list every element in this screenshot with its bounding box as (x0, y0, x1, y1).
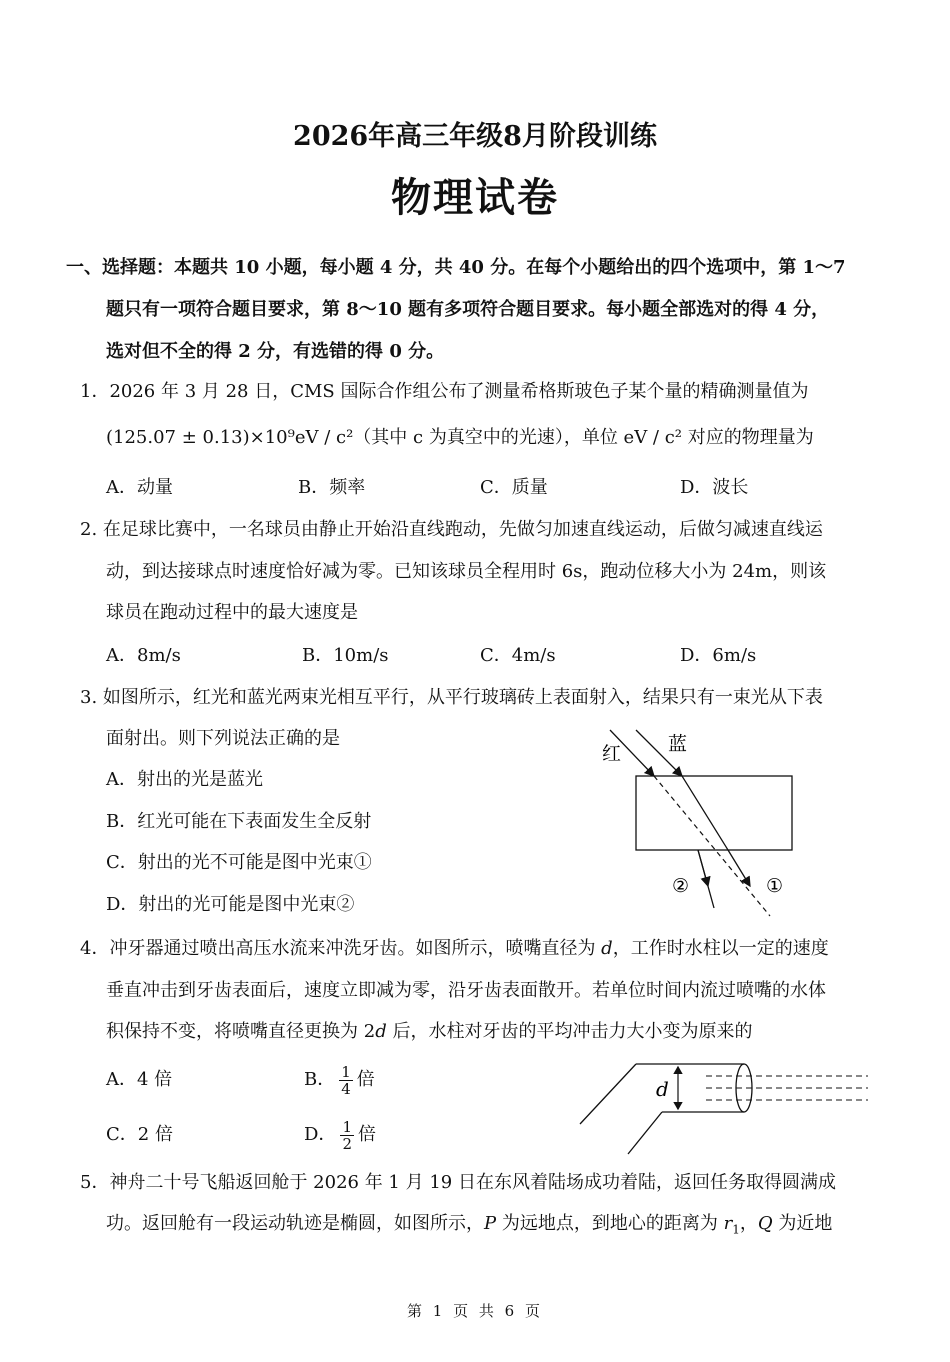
q4-nozzle-figure (578, 1050, 878, 1160)
label-beam-2: ② (672, 875, 690, 897)
q1-option-d[interactable]: D．波长 (680, 477, 749, 498)
label-red: 红 (602, 743, 622, 765)
q4-option-a[interactable]: A．4 倍 (106, 1069, 173, 1090)
q2-option-a[interactable]: A．8m/s (106, 645, 181, 666)
q4-option-d[interactable]: D． $\frac{1}{2}$ 倍 (304, 1117, 376, 1153)
section1-line3: 选对但不全的得 2 分，有选错的得 0 分。 (106, 341, 445, 362)
var-d: d (375, 1021, 387, 1042)
q5-line2: 功。返回舱有一段运动轨迹是椭圆，如图所示，P 为远地点，到地心的距离为 $r_1$，Q 为近地 (106, 1213, 833, 1237)
q1-line2-rest: （其中 c 为真空中的光速），单位 eV / c² 对应的物理量为 (353, 427, 814, 448)
q1-option-a[interactable]: A．动量 (106, 477, 173, 498)
q3-option-a[interactable]: A．射出的光是蓝光 (106, 769, 263, 790)
q3-line1: 3. 如图所示，红光和蓝光两束光相互平行，从平行玻璃砖上表面射入，结果只有一束光从下表 (80, 687, 823, 708)
q4-option-c[interactable]: C．2 倍 (106, 1124, 173, 1145)
q1-line1: 1．2026 年 3 月 28 日，CMS 国际合作组公布了测量希格斯玻色子某个量的精确测量值为 (80, 381, 809, 402)
section1-line2: 题只有一项符合题目要求，第 8～10 题有多项符合题目要求。每小题全部选对的得 4 分， (106, 299, 830, 320)
label-d: d (656, 1077, 669, 1101)
q2-line3: 球员在跑动过程中的最大速度是 (106, 602, 358, 623)
q3-option-b[interactable]: B．红光可能在下表面发生全反射 (106, 811, 372, 832)
q2-option-b[interactable]: B．10m/s (302, 645, 389, 666)
beam-1-exit (728, 850, 750, 886)
section1-line1: 一、选择题：本题共 10 小题，每小题 4 分，共 40 分。在每个小题给出的四个选项中，第 1～7 (66, 257, 846, 278)
exam-title: 2026年高三年级8月阶段训练 (293, 121, 657, 152)
var-r: r (723, 1213, 733, 1234)
var-d: d (601, 938, 613, 959)
q3-option-d[interactable]: D．射出的光可能是图中光束② (106, 894, 355, 915)
q1-formula: (125.07 ± 0.13)×10⁹eV / c² (106, 427, 354, 448)
q3-option-c[interactable]: C．射出的光不可能是图中光束① (106, 852, 372, 873)
q2-line1: 2. 在足球比赛中，一名球员由静止开始沿直线跑动，先做匀加速直线运动，后做匀减速直线运 (80, 519, 823, 540)
exam-subject: 物理试卷 (391, 174, 559, 221)
label-blue: 蓝 (668, 733, 688, 755)
q1-line2 (106, 426, 814, 450)
q2-option-d[interactable]: D．6m/s (680, 645, 757, 666)
fraction-one-quarter: $\frac{1}{4}$ (341, 1062, 351, 1098)
q2-option-c[interactable]: C．4m/s (480, 645, 556, 666)
label-beam-1: ① (766, 875, 784, 897)
var-Q: Q (757, 1213, 773, 1234)
fraction-one-half: $\frac{1}{2}$ (342, 1117, 352, 1153)
q1-option-b[interactable]: B．频率 (298, 477, 366, 498)
q4-line1: 4．冲牙器通过喷出高压水流来冲洗牙齿。如图所示，喷嘴直径为 d，工作时水柱以一定的速度 (80, 938, 829, 959)
q4-line2: 垂直冲击到牙齿表面后，速度立即减为零，沿牙齿表面散开。若单位时间内流过喷嘴的水体 (106, 980, 826, 1001)
q3-line2: 面射出。则下列说法正确的是 (106, 728, 340, 749)
q1-option-c[interactable]: C．质量 (480, 477, 548, 498)
q2-line2: 动，到达接球点时速度恰好减为零。已知该球员全程用时 6s，跑动位移大小为 24m，则该 (106, 561, 827, 582)
refracted-solid-ray (682, 776, 728, 850)
q4-line3: 积保持不变，将喷嘴直径更换为 2d 后，水柱对牙齿的平均冲击力大小变为原来的 (106, 1021, 753, 1042)
q3-glass-figure (590, 720, 830, 920)
q5-line1: 5．神舟二十号飞船返回舱于 2026 年 1 月 19 日在东风着陆场成功着陆，返回任务取得圆满成 (80, 1172, 836, 1193)
q4-option-b[interactable]: B． $\frac{1}{4}$ 倍 (304, 1062, 375, 1098)
page-footer: 第 1 页 共 6 页 (407, 1302, 543, 1320)
glass-brick (636, 776, 792, 850)
var-P: P (484, 1213, 497, 1234)
